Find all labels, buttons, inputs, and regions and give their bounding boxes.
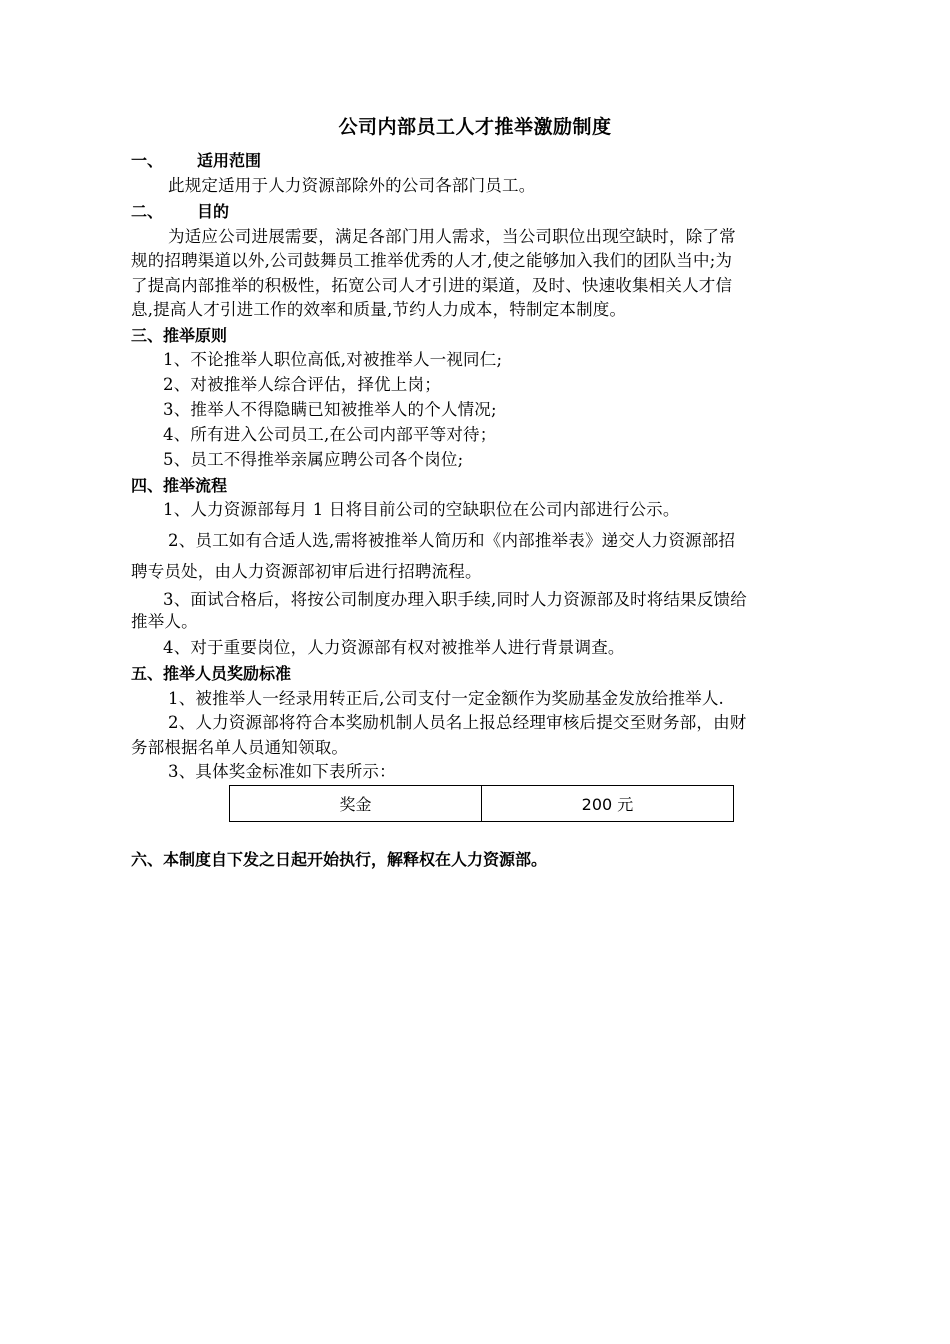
section-5-item-2-line-1: 2、人力资源部将符合本奖励机制人员名上报总经理审核后提交至财务部，由财 xyxy=(168,713,747,732)
section-2-title: 目的 xyxy=(197,202,230,221)
section-2-line-3: 了提高内部推举的积极性，拓宽公司人才引进的渠道，及时、快速收集相关人才信 xyxy=(131,276,733,295)
section-4-item-2-line-1: 2、员工如有合适人选,需将被推举人简历和《内部推举表》递交人力资源部招 xyxy=(168,531,736,550)
section-4-item-3-line-1: 3、面试合格后，将按公司制度办理入职手续,同时人力资源部及时将结果反馈给 xyxy=(163,590,747,609)
section-2-number: 二、 xyxy=(131,202,164,221)
section-1-title: 适用范围 xyxy=(197,151,262,170)
section-4-item-4: 4、对于重要岗位，人力资源部有权对被推举人进行背景调查。 xyxy=(163,638,625,657)
section-2-line-1: 为适应公司进展需要，满足各部门用人需求，当公司职位出现空缺时，除了常 xyxy=(168,227,736,246)
reward-table xyxy=(229,785,734,822)
section-2-line-2: 规的招聘渠道以外,公司鼓舞员工推举优秀的人才,使之能够加入我们的团队当中;为 xyxy=(131,251,733,270)
section-3-heading: 三、推举原则 xyxy=(131,326,228,345)
section-4-item-2-line-2: 聘专员处，由人力资源部初审后进行招聘流程。 xyxy=(131,562,482,581)
section-1-heading xyxy=(131,150,261,172)
section-4-item-3-line-2: 推举人。 xyxy=(131,612,198,631)
document-title: 公司内部员工人才推举激励制度 xyxy=(338,116,612,138)
section-4-item-1: 1、人力资源部每月 1 日将目前公司的空缺职位在公司内部进行公示。 xyxy=(163,500,680,519)
section-5-heading: 五、推举人员奖励标准 xyxy=(131,664,292,683)
reward-label-cell: 奖金 xyxy=(230,786,482,822)
section-5-item-3: 3、具体奖金标准如下表所示： xyxy=(168,762,396,781)
section-2-line-4: 息,提高人才引进工作的效率和质量,节约人力成本，特制定本制度。 xyxy=(131,300,627,319)
section-5-item-1: 1、被推举人一经录用转正后,公司支付一定金额作为奖励基金发放给推举人. xyxy=(168,689,724,708)
reward-amount-cell: 200 元 xyxy=(482,786,734,822)
section-5-item-2-line-2: 务部根据名单人员通知领取。 xyxy=(131,738,349,757)
section-2-heading xyxy=(131,201,229,223)
section-3-item-2: 2、对被推举人综合评估，择优上岗； xyxy=(163,375,441,394)
section-1-number: 一、 xyxy=(131,151,164,170)
section-4-heading: 四、推举流程 xyxy=(131,476,228,495)
section-3-item-4: 4、所有进入公司员工,在公司内部平等对待； xyxy=(163,425,497,444)
table-row xyxy=(230,786,734,822)
section-6-heading: 六、本制度自下发之日起开始执行，解释权在人力资源部。 xyxy=(131,850,548,869)
section-1-paragraph: 此规定适用于人力资源部除外的公司各部门员工。 xyxy=(168,176,536,195)
section-3-item-1: 1、不论推举人职位高低,对被推举人一视同仁; xyxy=(163,350,503,369)
section-3-item-3: 3、推举人不得隐瞒已知被推举人的个人情况; xyxy=(163,400,497,419)
section-3-item-5: 5、员工不得推举亲属应聘公司各个岗位; xyxy=(163,450,464,469)
